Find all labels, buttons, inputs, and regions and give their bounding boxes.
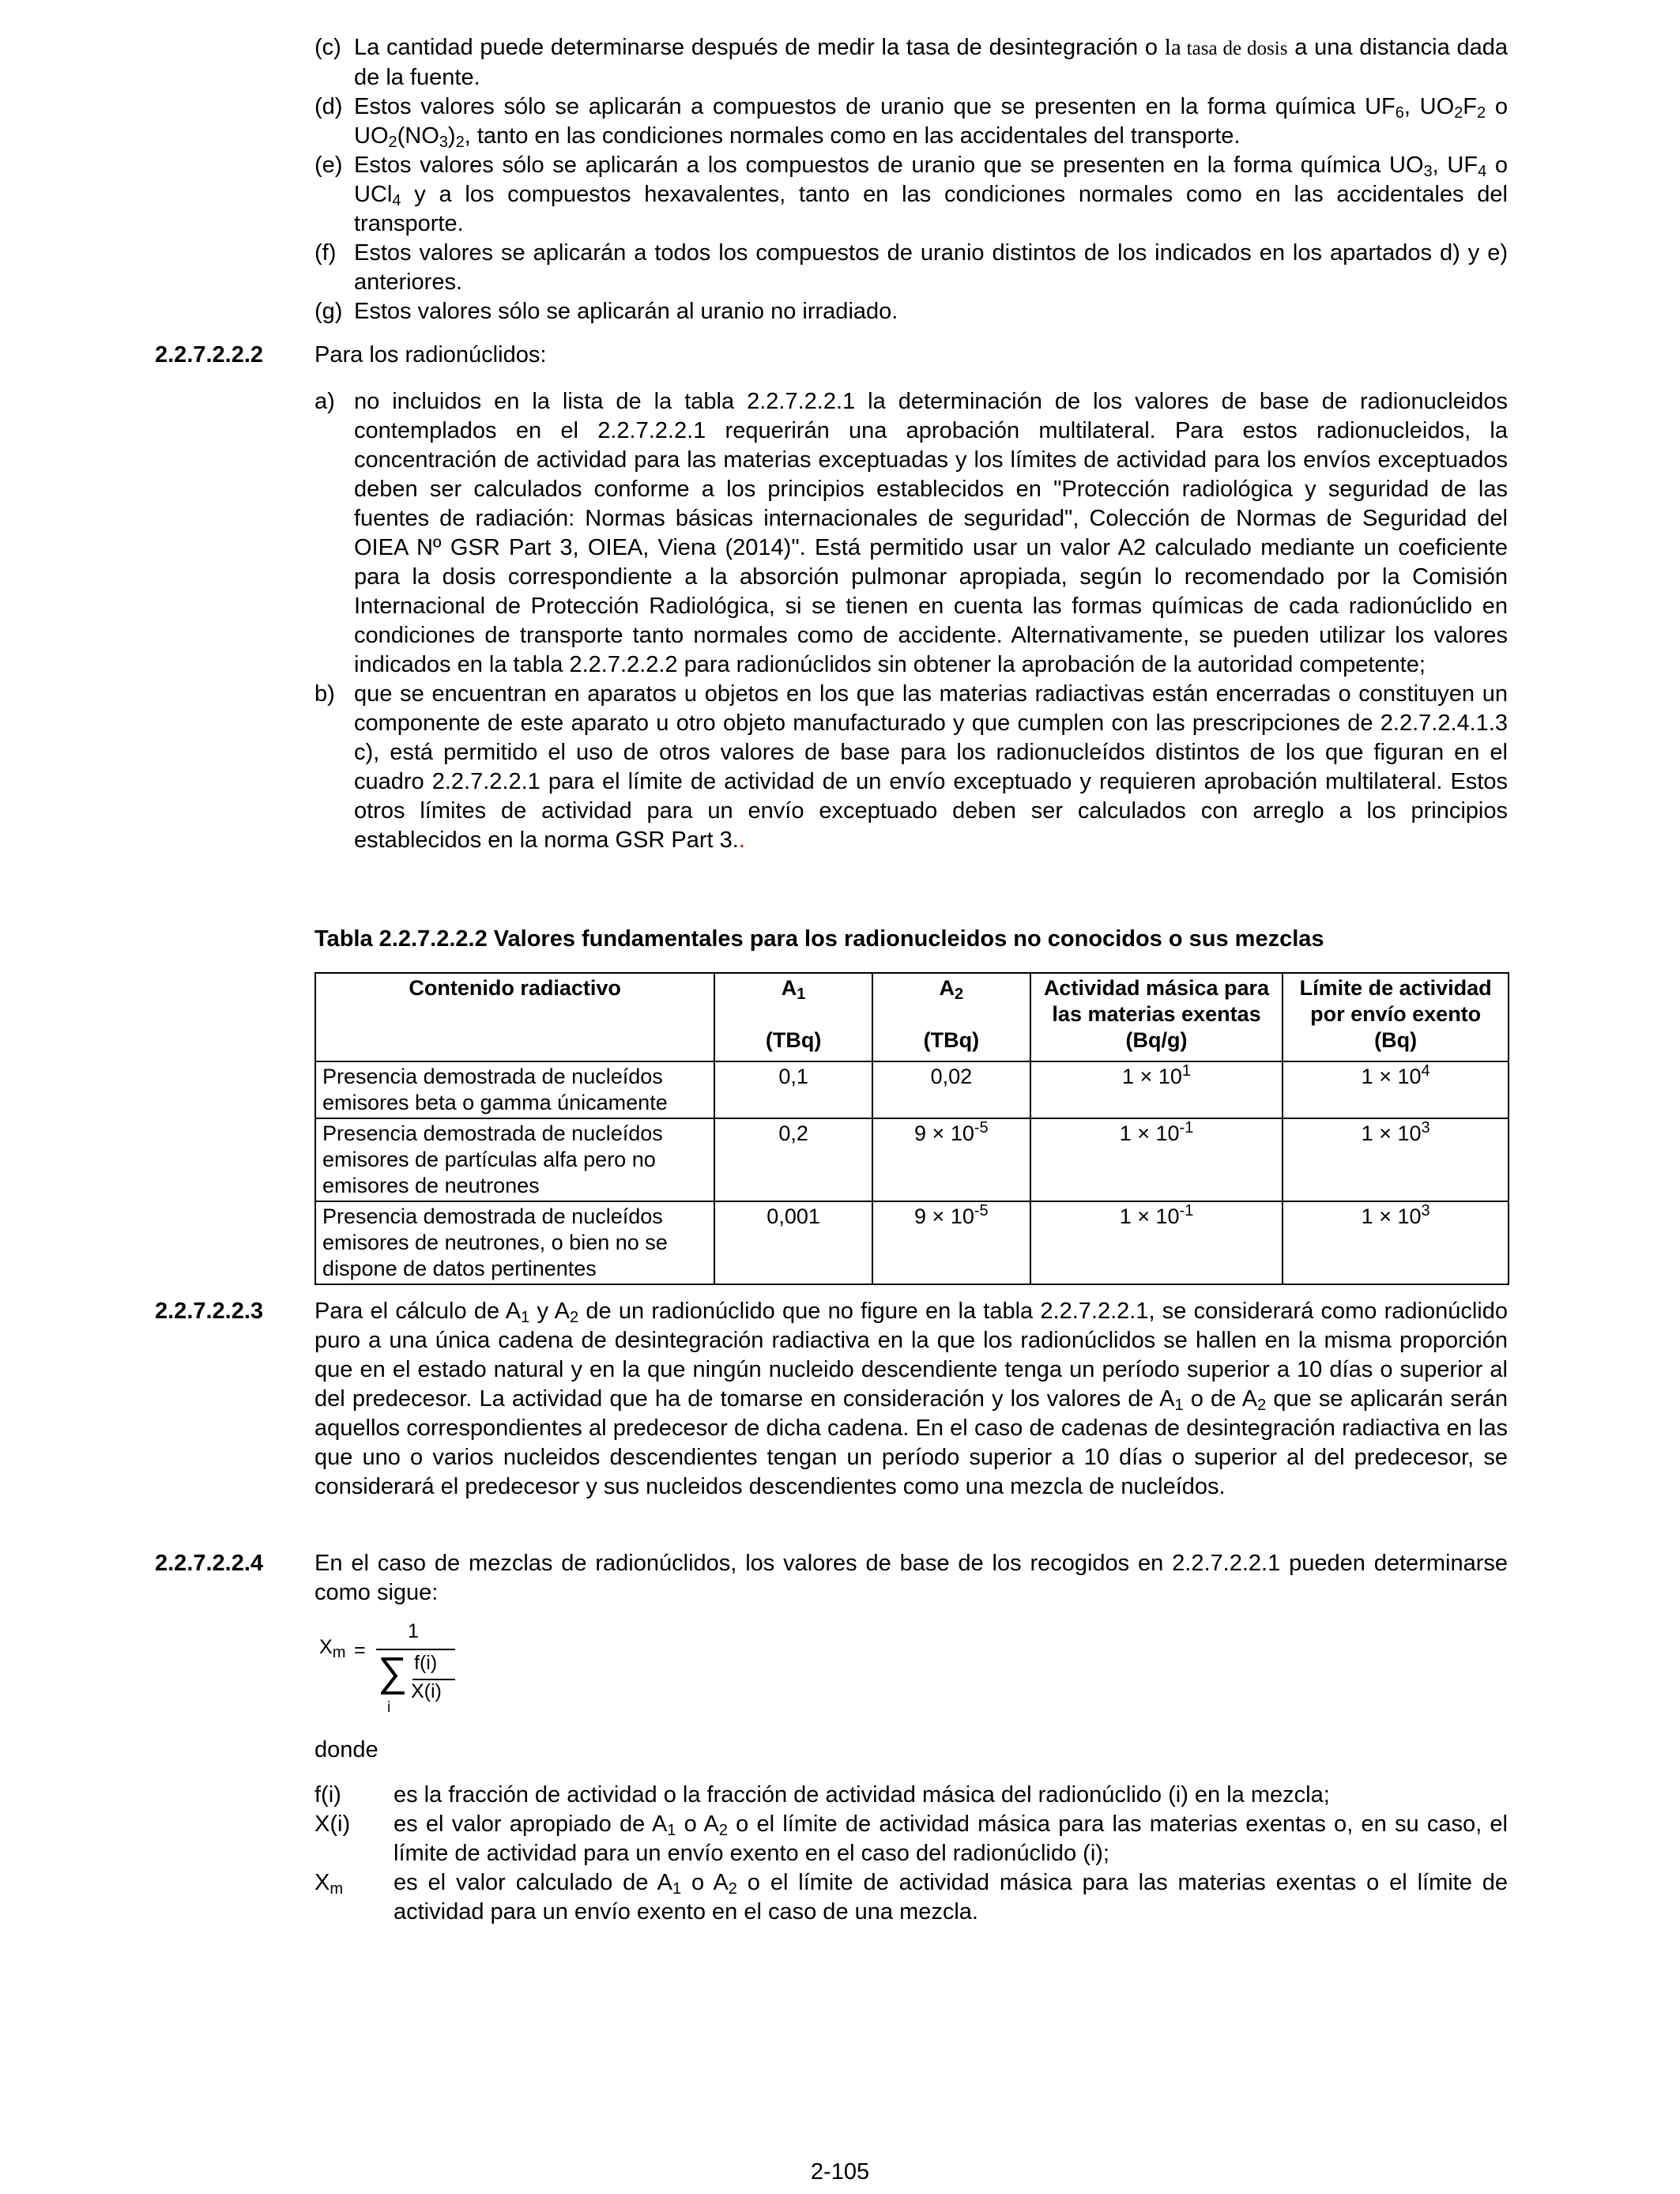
- cell-value: 1 × 10: [1119, 1204, 1180, 1228]
- subscript: 4: [392, 192, 401, 209]
- header-unit: (Bq/g): [1125, 1028, 1188, 1052]
- section-text-part: Para el cálculo de A: [315, 1299, 522, 1324]
- footnote-text: ): [447, 123, 456, 149]
- formula-lhs: [319, 1636, 345, 1659]
- subscript: 3: [1423, 163, 1433, 180]
- definition-term: [315, 1781, 394, 1810]
- cell-value: 9 × 10: [914, 1122, 974, 1145]
- table-cell: [872, 1201, 1030, 1284]
- footnote-text: Estos valores se aplicarán a todos los compuestos de uranio distintos de los indicados en los apartados d) y e) anteriores.: [354, 240, 1508, 295]
- table-cell: 0,1: [714, 1061, 872, 1118]
- footnote-g: [315, 297, 1508, 326]
- definition-part: o A: [681, 1870, 729, 1895]
- footnote-text: Estos valores sólo se aplicarán a los compuestos de uranio que se presenten en la forma química UO: [354, 153, 1424, 178]
- sum-index: i: [387, 1699, 391, 1716]
- table-row: [315, 1061, 1509, 1118]
- definition-fi: [315, 1781, 1508, 1810]
- page-number: 2-105: [810, 2159, 870, 2185]
- table-cell: Presencia demostrada de nucleídos emisores beta o gamma únicamente: [315, 1061, 714, 1118]
- term-text: X: [315, 1870, 330, 1895]
- formula-symbol: X: [319, 1636, 333, 1658]
- section-text-part: y A: [529, 1299, 570, 1324]
- header-unit: (TBq): [765, 1028, 822, 1052]
- table-footnotes: [315, 33, 1508, 326]
- section-text-part: que se aplicarán serán aquellos correspondientes al predecesor de dicha cadena. En el caso de cadenas de desintegración radiactiva en las que uno o varios nucleidos descendientes tengan un período superior a 10 días o superior al del predecesor, se considerará el predecesor y sus nucleidos descendientes como una mezcla de nucleídos.: [315, 1386, 1508, 1499]
- subscript: m: [332, 1644, 346, 1661]
- formula-equals: =: [354, 1639, 366, 1661]
- definition-term: [315, 1868, 394, 1927]
- values-table: [315, 972, 1509, 1285]
- list-end-dot: .: [732, 827, 739, 853]
- footnote-text: a una distancia dada de la fuente.: [354, 35, 1509, 90]
- header-cell: [1030, 973, 1283, 1061]
- formula-numerator: 1: [408, 1620, 419, 1642]
- superscript: 3: [1421, 1119, 1430, 1137]
- footnote-text: o UO: [354, 94, 1509, 149]
- header-label: A: [781, 976, 797, 1000]
- list-text: que se encuentran en aparatos u objetos en los que las materias radiactivas están encerradas o constituyen un componente de este aparato u otro objeto manufacturado y que cumplen con las prescripciones de 2.2.7.2.4.1.3 c), está permitido el uso de otros valores de base para los radionucleídos distintos de los que figuran en el cuadro 2.2.7.2.2.1 para el límite de actividad de un envío exceptuado y requieren aprobación multilateral. Estos otros límites de actividad para un envío exceptuado deben ser calculados con arreglo a los principios establecidos en la norma GSR Part 3: [354, 681, 1508, 853]
- definition-xm: [315, 1868, 1508, 1927]
- superscript: 3: [1421, 1202, 1430, 1220]
- subscript: 3: [439, 134, 448, 151]
- subscript: m: [330, 1880, 344, 1898]
- list-label: b): [315, 681, 335, 707]
- superscript: -1: [1179, 1202, 1194, 1220]
- section-text-part: de un radionúclido que no figure en la tabla 2.2.7.2.2.1, se considerará como radionúclido puro a una única cadena de desintegración radiactiva en la que los radionúclidos se hallen en la misma proporción que en el estado natural y en la que ningún nucleido descendiente tenga un período superior a 10 días o superior al del predecesor. La actividad que ha de tomarse en consideración y los valores de A: [315, 1299, 1508, 1412]
- table-cell: 0,2: [714, 1118, 872, 1201]
- cell-value: 9 × 10: [914, 1204, 974, 1228]
- header-unit: (Bq): [1374, 1028, 1418, 1052]
- superscript: 4: [1421, 1062, 1430, 1080]
- header-label: Límite de actividad por envío exento: [1299, 976, 1492, 1026]
- definition-part: o el límite de actividad másica para las materias exentas o, en su caso, el límite de actividad para un envío exento en el caso del radionúclido (i);: [394, 1811, 1508, 1866]
- table-cell: 0,001: [714, 1201, 872, 1284]
- definition-text: es la fracción de actividad o la fracción de actividad másica del radionúclido (i) en la mezcla;: [394, 1782, 1330, 1808]
- section-number: 2.2.7.2.2.3: [155, 1299, 264, 1324]
- section-number: 2.2.7.2.2.2: [155, 342, 264, 368]
- definition-part: es el valor calculado de A: [394, 1870, 673, 1895]
- footnote-text: Estos valores sólo se aplicarán al uranio no irradiado.: [354, 299, 898, 324]
- table-cell: [1283, 1061, 1509, 1118]
- subscript: 2: [718, 1822, 728, 1839]
- formula-fi: f(i): [414, 1652, 438, 1674]
- table-row: [315, 1118, 1509, 1201]
- subscript: 2: [455, 134, 465, 151]
- header-label: A: [939, 976, 955, 1000]
- subscript: 2: [569, 1309, 579, 1326]
- table-row: [315, 1201, 1509, 1284]
- table-cell: [1030, 1201, 1283, 1284]
- table-cell: [872, 1061, 1030, 1118]
- term-text: f(i): [315, 1782, 341, 1808]
- cell-value: 0,02: [930, 1065, 973, 1088]
- table-cell: [1030, 1061, 1283, 1118]
- table-cell: [1283, 1201, 1509, 1284]
- deleted-mark: .: [738, 827, 745, 853]
- footnote-text: tasa de dosis: [1181, 38, 1288, 59]
- subscript: 2: [955, 986, 964, 1003]
- footnote-text: (NO: [397, 123, 439, 149]
- table-title: Tabla 2.2.7.2.2.2 Valores fundamentales para los radionucleidos no conocidos o sus mezclas: [315, 926, 1324, 952]
- header-label: Actividad másica para las materias exentas: [1043, 976, 1270, 1026]
- subscript: 1: [521, 1309, 530, 1326]
- list-item-a: [315, 387, 1508, 680]
- footnote-e: [315, 151, 1508, 239]
- cell-value: 1 × 10: [1361, 1204, 1422, 1228]
- sum-symbol: ∑: [378, 1649, 408, 1695]
- footnote-text: La cantidad puede determinarse después de medir la tasa de desintegración o: [354, 35, 1165, 60]
- definition-part: o A: [676, 1811, 719, 1837]
- footnote-label: (f): [315, 240, 337, 266]
- donde-label: donde: [315, 1737, 379, 1762]
- footnote-label: (d): [315, 94, 343, 119]
- footnote-text: , UO: [1403, 94, 1455, 119]
- footnote-label: (g): [315, 299, 343, 324]
- footnote-text: y a los compuestos hexavalentes, tanto en las condiciones normales como en las accidentales del transporte.: [354, 182, 1508, 236]
- section-number: 2.2.7.2.2.4: [155, 1551, 264, 1576]
- subscript: 1: [667, 1822, 676, 1839]
- footnote-text: , UF: [1432, 153, 1478, 178]
- subscript: 2: [1477, 104, 1486, 122]
- footnote-text: la: [1164, 35, 1181, 60]
- definition-term: [315, 1810, 394, 1868]
- mixture-formula: [315, 1620, 488, 1723]
- header-cell: [714, 973, 872, 1061]
- table-cell: Presencia demostrada de nucleídos emisores de neutrones, o bien no se dispone de datos pertinentes: [315, 1201, 714, 1284]
- subscript: 4: [1478, 163, 1487, 180]
- table-header-row: [315, 973, 1509, 1061]
- definition-part: es el valor apropiado de A: [394, 1811, 668, 1837]
- section-text-part: o de A: [1183, 1386, 1258, 1412]
- definitions-list: [315, 1781, 1508, 1927]
- definition-text: [394, 1868, 1508, 1927]
- header-cell: [1283, 973, 1509, 1061]
- subscript: 2: [388, 134, 397, 151]
- table-cell: [872, 1118, 1030, 1201]
- footnote-text: F: [1463, 94, 1478, 119]
- definition-text: [394, 1810, 1508, 1868]
- section-text: En el caso de mezclas de radionúclidos, los valores de base de los recogidos en 2.2.7.2.2.1 pueden determinarse como sigue:: [315, 1551, 1508, 1605]
- subscript: 1: [797, 986, 806, 1003]
- cell-value: 1 × 10: [1361, 1122, 1422, 1145]
- cell-value: 1 × 10: [1119, 1122, 1180, 1145]
- definition-xi: [315, 1810, 1508, 1868]
- table-cell: Presencia demostrada de nucleídos emisores de partículas alfa pero no emisores de neutrones: [315, 1118, 714, 1201]
- subscript: 2: [1257, 1397, 1267, 1414]
- footnote-d: [315, 92, 1508, 151]
- superscript: -1: [1179, 1119, 1194, 1137]
- list-label: a): [315, 389, 335, 414]
- formula-xi: X(i): [411, 1680, 442, 1702]
- subscript: 1: [672, 1880, 682, 1898]
- header-unit: (TBq): [923, 1028, 980, 1052]
- header-label: Contenido radiactivo: [409, 976, 621, 1000]
- footnote-label: (c): [315, 35, 341, 60]
- superscript: 1: [1181, 1062, 1191, 1080]
- subscript: 2: [1454, 104, 1463, 122]
- list-item-b: [315, 680, 1508, 855]
- subscript: 6: [1395, 104, 1404, 122]
- subscript: 1: [1174, 1397, 1184, 1414]
- section-intro: Para los radionúclidos:: [315, 342, 547, 368]
- cell-value: 1 × 10: [1361, 1065, 1422, 1088]
- table-cell: [1283, 1118, 1509, 1201]
- superscript: -5: [974, 1202, 989, 1220]
- section-text: [315, 1297, 1508, 1502]
- footnote-label: (e): [315, 153, 343, 178]
- footnote-f: [315, 239, 1508, 297]
- footnote-text: Estos valores sólo se aplicarán a compuestos de uranio que se presenten en la forma química UF: [354, 94, 1396, 119]
- footnote-text: , tanto en las condiciones normales como en las accidentales del transporte.: [464, 123, 1241, 149]
- term-text: X(i): [315, 1811, 351, 1837]
- footnote-c: [315, 33, 1508, 92]
- section-sublist: [315, 387, 1508, 855]
- cell-value: 1 × 10: [1122, 1065, 1182, 1088]
- table-cell: [1030, 1118, 1283, 1201]
- subscript: 2: [728, 1880, 737, 1898]
- definition-part: o el límite de actividad másica para las materias exentas o el límite de actividad para un envío exento en el caso de una mezcla.: [394, 1870, 1508, 1924]
- header-cell: [872, 973, 1030, 1061]
- header-cell: [315, 973, 714, 1061]
- footnote-text: o UCl: [354, 153, 1508, 207]
- superscript: -5: [974, 1119, 989, 1137]
- list-text: no incluidos en la lista de la tabla 2.2.7.2.2.1 la determinación de los valores de base de radionucleidos contemplados en el 2.2.7.2.2.1 requerirán una aprobación multilateral. Para estos radionucleidos, la concentración de actividad para las materias exceptuadas y los límites de actividad para los envíos exceptuados deben ser calculados conforme a los principios establecidos en "Protección radiológica y seguridad de las fuentes de radiación: Normas básicas internacionales de seguridad", Colección de Normas de Seguridad del OIEA Nº GSR Part 3, OIEA, Viena (2014)". Está permitido usar un valor A2 calculado mediante un coeficiente para la dosis correspondiente a la absorción pulmonar apropiada, según lo recomendado por la Comisión Internacional de Protección Radiológica, si se tienen en cuenta las formas químicas de cada radionúclido en condiciones de transporte tanto normales como de accidente. Alternativamente, se pueden utilizar los valores indicados en la tabla 2.2.7.2.2.2 para radionúclidos sin obtener la aprobación de la autoridad competente;: [354, 389, 1508, 677]
